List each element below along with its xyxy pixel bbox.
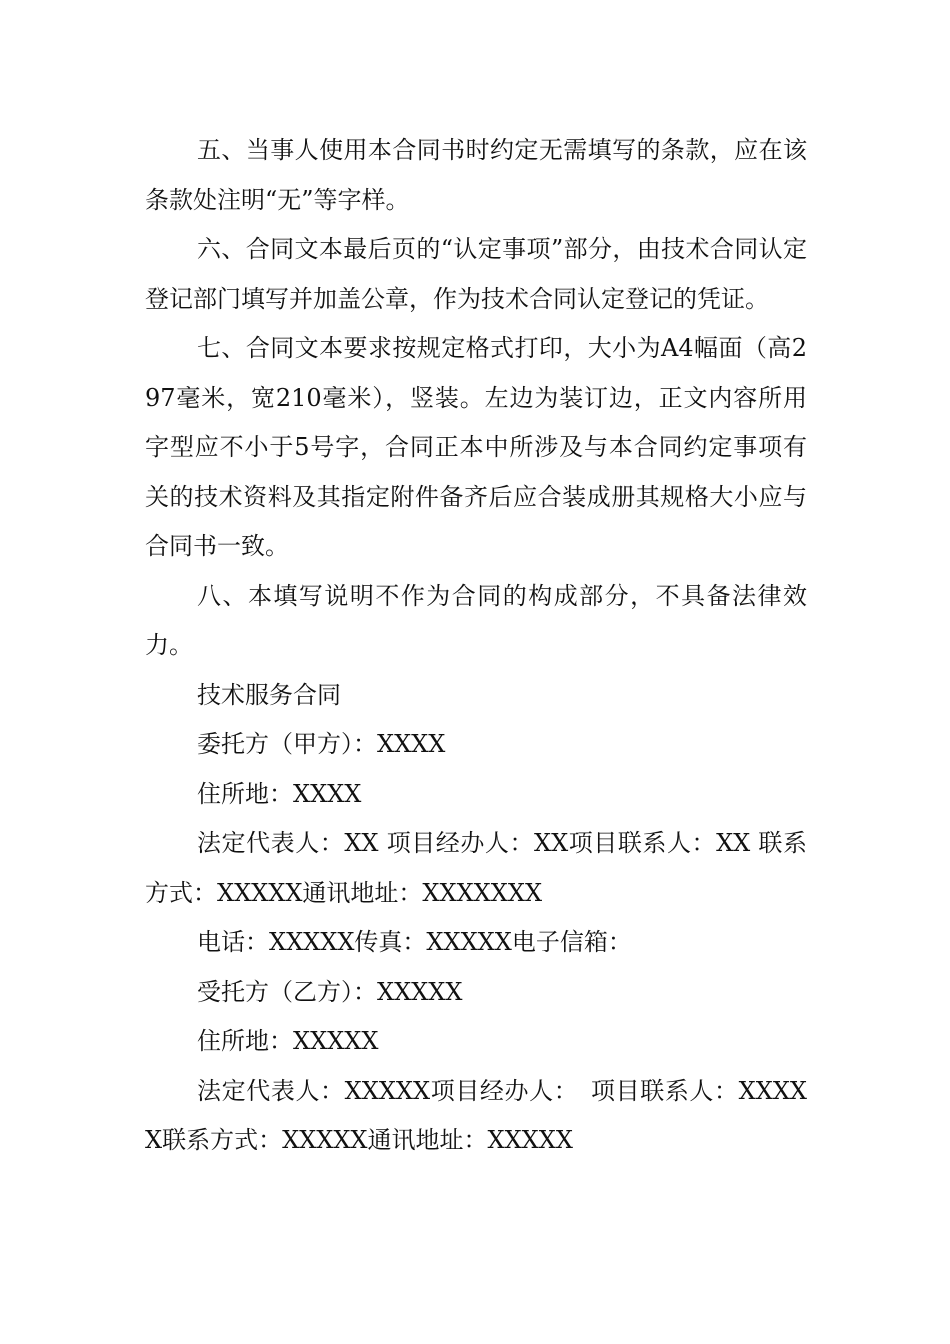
party-a-phone-fax-email: 电话：XXXXX传真：XXXXX电子信箱： <box>197 928 632 956</box>
party-a-address: 住所地：XXXX <box>197 779 362 808</box>
party-a-contacts: 法定代表人：XX 项目经办人：XX项目联系人：XX 联系方式：XXXXX通讯地址：XXXXXXX <box>145 829 807 907</box>
document-body <box>145 126 807 1166</box>
instruction-item-7: 七、合同文本要求按规定格式打印，大小为A4幅面（高297毫米，宽210毫米），竖装。左边为装订边，正文内容所用字型应不小于5号字，合同正本中所涉及与本合同约定事项有关的技术资料及其指定附件备齐后应合装成册其规格大小应与合同书一致。 <box>145 334 807 560</box>
party-b-contacts: 法定代表人：XXXXX项目经办人： 项目联系人：XXXXX联系方式：XXXXX通讯地址：XXXXX <box>145 1076 807 1154</box>
contract-title: 技术服务合同 <box>197 680 341 709</box>
instruction-item-5: 五、当事人使用本合同书时约定无需填写的条款，应在该条款处注明“无”等字样。 <box>145 136 807 214</box>
instruction-item-8: 八、本填写说明不作为合同的构成部分，不具备法律效力。 <box>145 581 807 659</box>
party-a-name: 委托方（甲方）：XXXX <box>197 730 446 758</box>
party-b-name: 受托方（乙方）：XXXXX <box>197 977 463 1006</box>
party-b-address: 住所地：XXXXX <box>197 1027 379 1055</box>
instruction-item-6: 六、合同文本最后页的“认定事项”部分，由技术合同认定登记部门填写并加盖公章，作为技术合同认定登记的凭证。 <box>145 235 807 313</box>
